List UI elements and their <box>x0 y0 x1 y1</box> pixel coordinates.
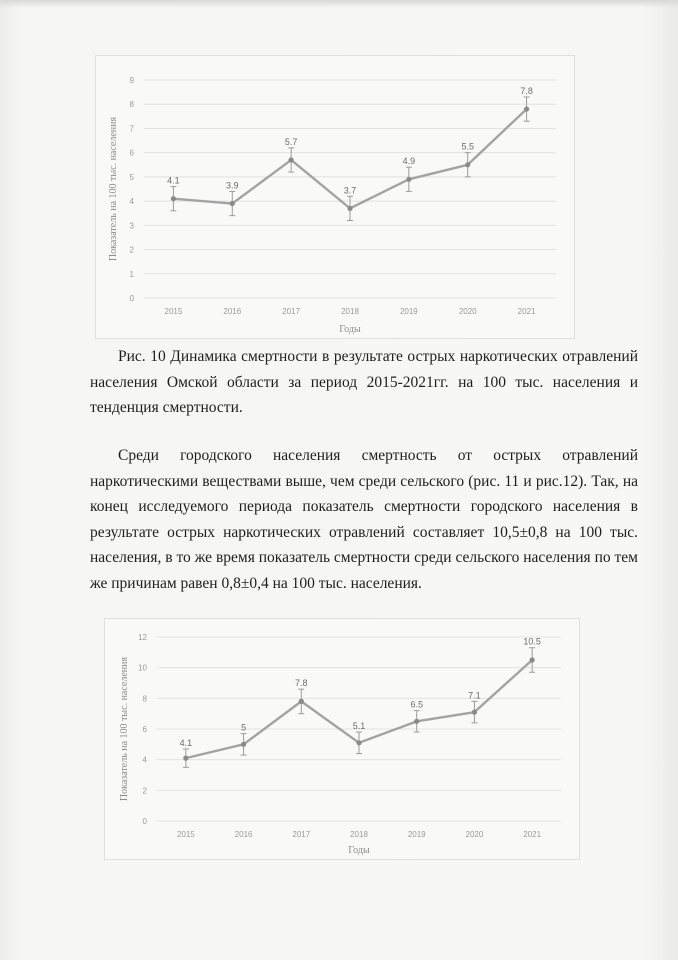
y-tick-label: 2 <box>129 245 134 255</box>
y-tick-label: 6 <box>142 725 147 734</box>
data-point <box>347 206 352 211</box>
data-point <box>183 756 188 761</box>
data-label: 7.8 <box>520 85 533 96</box>
x-tick-label: 2020 <box>458 307 477 316</box>
data-label: 3.9 <box>226 180 239 191</box>
x-tick-label: 2017 <box>282 307 301 316</box>
data-point <box>472 710 477 715</box>
y-tick-label: 5 <box>129 172 134 182</box>
y-tick-label: 4 <box>129 197 134 207</box>
data-point <box>524 106 529 111</box>
y-tick-label: 4 <box>142 755 147 765</box>
y-tick-label: 12 <box>138 633 147 642</box>
data-point <box>356 740 361 745</box>
y-tick-label: 9 <box>129 76 134 85</box>
data-point <box>299 699 304 704</box>
data-label: 5.5 <box>461 141 474 152</box>
data-point <box>414 719 419 724</box>
data-label: 4.1 <box>179 737 193 748</box>
x-tick-label: 2019 <box>407 830 426 839</box>
data-label: 6.5 <box>410 699 423 710</box>
x-axis-title: Годы <box>339 324 361 335</box>
chart-mortality-total-svg <box>96 56 574 338</box>
y-tick-label: 3 <box>129 221 134 231</box>
y-tick-label: 0 <box>129 294 134 303</box>
chart-mortality-urban <box>104 618 580 860</box>
y-axis-title: Показатель на 100 тыс. населения <box>119 656 130 802</box>
data-point <box>289 157 294 162</box>
data-label: 10.5 <box>523 636 541 647</box>
data-label: 7.8 <box>295 678 308 689</box>
x-tick-label: 2018 <box>350 830 368 839</box>
data-point <box>465 162 470 167</box>
data-label: 5 <box>241 722 247 733</box>
x-axis-title: Годы <box>348 845 370 856</box>
y-tick-label: 2 <box>142 786 147 796</box>
chart-mortality-urban-svg <box>105 619 579 859</box>
data-label: 5.1 <box>352 721 366 732</box>
data-point <box>530 657 535 662</box>
x-tick-label: 2017 <box>292 830 311 839</box>
chart-mortality-total <box>95 55 575 339</box>
data-label: 4.9 <box>402 156 416 167</box>
data-label: 4.1 <box>167 175 180 186</box>
body-paragraph: Среди городского населения смертность от острых отравлений наркотическими веществами выше, чем среди сельского (рис. 11 и рис.12). Так, на конец исследуемого периода показатель смертности городского населения в результате острых наркотических отравлений составляет 10,5±0,8 на 100 тыс. населения, в то же время показатель смертности среди сельского населения по тем же причинам равен 0,8±0,4 на 100 тыс. населения. <box>90 447 638 592</box>
y-axis-title: Показатель на 100 тыс. населения <box>108 116 119 262</box>
data-point <box>406 177 411 182</box>
x-tick-label: 2021 <box>517 307 536 316</box>
y-tick-label: 7 <box>129 124 134 134</box>
figure-caption: Рис. 10 Динамика смертности в результате острых наркотических отравлений населения Омской области за период 2015-2021гг. на 100 тыс. населения и тенденция смертности. <box>90 348 638 416</box>
data-point <box>241 742 246 747</box>
x-tick-label: 2020 <box>465 830 484 839</box>
scan-shadow <box>0 0 678 8</box>
x-tick-label: 2018 <box>341 307 359 316</box>
y-tick-label: 0 <box>142 817 147 826</box>
x-tick-label: 2021 <box>523 830 542 839</box>
y-tick-label: 8 <box>142 694 147 704</box>
y-tick-label: 1 <box>129 269 134 279</box>
y-tick-label: 10 <box>138 663 147 673</box>
data-point <box>230 201 235 206</box>
data-label: 5.7 <box>284 136 298 147</box>
x-tick-label: 2015 <box>176 830 195 839</box>
x-tick-label: 2015 <box>164 307 183 316</box>
x-tick-label: 2016 <box>234 830 253 839</box>
x-tick-label: 2019 <box>399 307 418 316</box>
y-tick-label: 6 <box>129 148 134 158</box>
data-label: 3.7 <box>343 185 357 196</box>
y-tick-label: 8 <box>129 100 134 110</box>
x-tick-label: 2016 <box>223 307 242 316</box>
data-point <box>171 196 176 201</box>
data-label: 7.1 <box>468 690 481 701</box>
